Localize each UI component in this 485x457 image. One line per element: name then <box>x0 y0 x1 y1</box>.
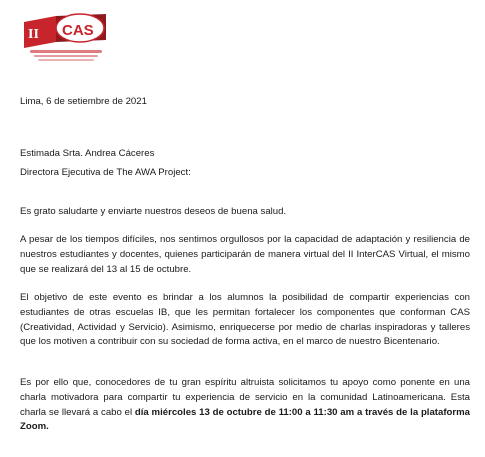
logo-mark: II <box>28 27 39 42</box>
intercas-logo-icon <box>20 12 110 64</box>
logo-word: CAS <box>62 22 94 39</box>
recipient-title: Directora Ejecutiva de The AWA Project: <box>20 167 191 178</box>
paragraph-3-text: Es por ello que, conocedores de tu gran espíritu altruista solicitamos tu apoyo como ponente en una charla motivadora para compartir tu experiencia de servicio en la comunidad Latinoamericana. Esta charla se llevará a cabo el <box>20 377 470 418</box>
recipient-name: Estimada Srta. Andrea Cáceres <box>20 148 155 159</box>
letter-paragraph-3 <box>20 376 470 435</box>
letter-greeting: Es grato saludarte y enviarte nuestros deseos de buena salud. <box>20 206 287 217</box>
event-date-highlight: día miércoles 13 de octubre de 11:00 a 11:30 am a través de la plataforma Zoom. <box>20 406 470 433</box>
intercas-logo <box>20 12 110 64</box>
letter-paragraph-1: A pesar de los tiempos difíciles, nos sentimos orgullosos por la capacidad de adaptación y resiliencia de nuestros estudiantes y docentes, quienes participarán de manera virtual del II InterCAS Virtual, el mismo que se realizará del 13 al 15 de octubre. <box>20 234 470 275</box>
letter-date: Lima, 6 de setiembre de 2021 <box>20 96 147 107</box>
letter-paragraph-2: El objetivo de este evento es brindar a los alumnos la posibilidad de compartir experiencias con estudiantes de otras escuelas IB, que les permitan fortalecer los componentes que conforman CAS (Creatividad, Actividad y Servicio). Asimismo, enriquecerse por medio de charlas inspiradoras y talleres que los motiven a contribuir con su sociedad de forma activa, en el marco de nuestro Bicentenario. <box>20 292 470 348</box>
